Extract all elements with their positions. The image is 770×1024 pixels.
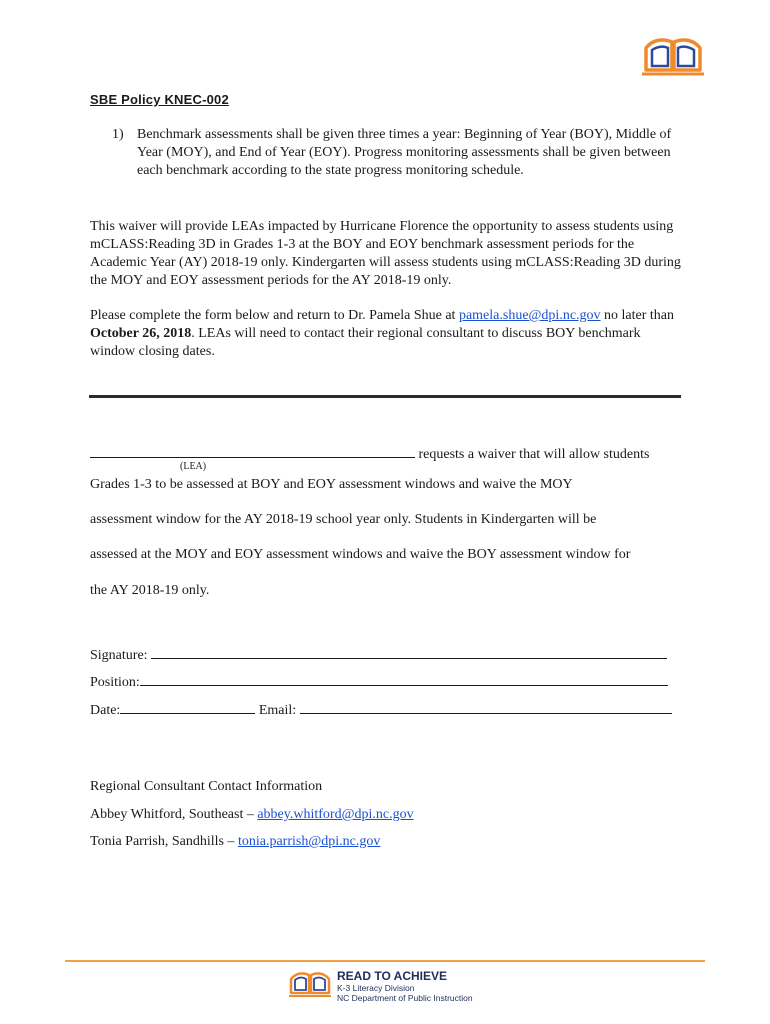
position-label: Position: — [90, 675, 140, 690]
contacts-heading: Regional Consultant Contact Information — [90, 779, 323, 794]
contact-item — [90, 833, 380, 851]
instructions-text: no later than — [600, 308, 675, 323]
date-email-row — [90, 700, 672, 720]
read-to-achieve-logo — [640, 34, 706, 78]
list-number: 1) — [112, 127, 124, 142]
email-link-abbey-whitford[interactable]: abbey.whitford@dpi.nc.gov — [257, 807, 414, 822]
email-label: Email: — [258, 703, 297, 718]
position-row — [90, 672, 668, 692]
lea-caption: (LEA) — [180, 461, 207, 472]
signature-row — [90, 645, 667, 665]
footer-division: K-3 Literacy Division — [337, 983, 415, 993]
policy-title: SBE Policy KNEC-002 — [90, 92, 229, 107]
footer-department: NC Department of Public Instruction — [337, 993, 473, 1003]
contact-name: Abbey Whitford, Southeast – — [90, 807, 258, 822]
policy-item-text: Benchmark assessments shall be given three times a year: Beginning of Year (BOY), Middle of Year (MOY), and End of Year (EOY). Progress monitoring assessments shall be given between each benchmark according to the state progress monitoring schedule. — [137, 127, 672, 178]
form-text-line: the AY 2018-19 only. — [90, 583, 210, 598]
deadline-date: October 26, 2018 — [90, 326, 192, 341]
instructions-paragraph — [90, 307, 682, 361]
footer-brand: READ TO ACHIEVE — [337, 969, 448, 983]
form-text-line: assessment window for the AY 2018-19 school year only. Students in Kindergarten will be — [90, 512, 597, 527]
email-link-pamela-shue[interactable]: pamela.shue@dpi.nc.gov — [458, 308, 601, 323]
contact-name: Tonia Parrish, Sandhills – — [90, 834, 238, 849]
signature-field[interactable] — [151, 645, 667, 659]
waiver-paragraph: This waiver will provide LEAs impacted by Hurricane Florence the opportunity to assess students using mCLASS:Reading 3D in Grades 1-3 at the BOY and EOY benchmark assessment periods for the Academic Year (AY) 2018-19 only. Kindergarten will assess students using mCLASS:Reading 3D during the MOY and EOY assessment periods for the AY 2018-19 only. — [90, 219, 681, 288]
instructions-text: . LEAs will need to contact their regional consultant to discuss BOY benchmark window closing dates. — [90, 326, 641, 359]
lea-name-field[interactable] — [90, 444, 415, 458]
section-divider — [89, 395, 681, 398]
date-label: Date: — [90, 703, 121, 718]
email-field[interactable] — [300, 700, 672, 714]
signature-label: Signature: — [90, 648, 148, 663]
email-link-tonia-parrish[interactable]: tonia.parrish@dpi.nc.gov — [237, 834, 381, 849]
footer-logo-icon — [288, 970, 332, 998]
footer-divider — [65, 960, 705, 962]
contact-item — [90, 806, 414, 824]
form-text-line: Grades 1-3 to be assessed at BOY and EOY assessment windows and waive the MOY — [90, 477, 573, 492]
request-text: requests a waiver that will allow students — [415, 447, 650, 462]
date-field[interactable] — [120, 700, 255, 714]
lea-request-line — [90, 444, 682, 464]
instructions-text: Please complete the form below and return to Dr. Pamela Shue at — [90, 308, 459, 323]
form-text-line: assessed at the MOY and EOY assessment windows and waive the BOY assessment window for — [90, 547, 631, 562]
position-field[interactable] — [140, 672, 668, 686]
